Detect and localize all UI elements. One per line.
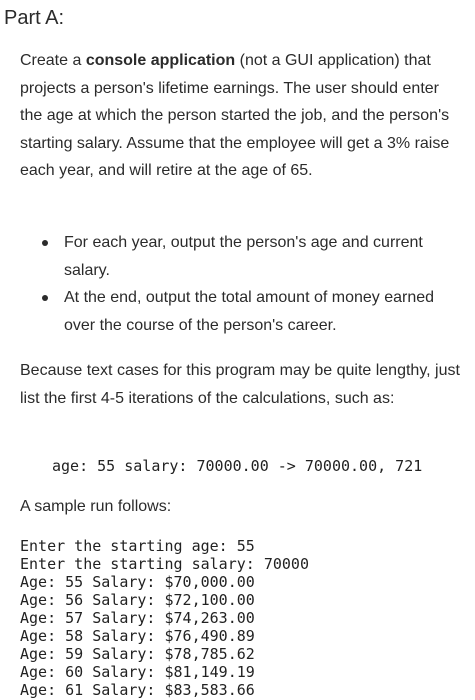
sample-line: Age: 59 Salary: $78,785.62 bbox=[20, 645, 255, 663]
list-item bbox=[20, 229, 460, 284]
sample-line: Age: 58 Salary: $76,490.89 bbox=[20, 627, 255, 645]
sample-line: Age: 57 Salary: $74,263.00 bbox=[20, 609, 255, 627]
bullet-icon bbox=[42, 240, 48, 246]
sample-line: Age: 61 Salary: $83,583.66 bbox=[20, 681, 255, 699]
bullet-icon bbox=[42, 295, 48, 301]
requirements-list bbox=[20, 229, 460, 339]
sample-line: Age: 55 Salary: $70,000.00 bbox=[20, 573, 255, 591]
list-item-text: At the end, output the total amount of money earned over the course of the person's career. bbox=[64, 289, 435, 334]
sample-run-heading: A sample run follows: bbox=[20, 498, 172, 515]
sample-line: Enter the starting salary: 70000 bbox=[20, 555, 309, 573]
list-item bbox=[20, 284, 460, 339]
test-cases-paragraph: Because text cases for this program may be quite lengthy, just list the first 4-5 iterations of the calculations, such as: bbox=[20, 362, 460, 407]
sample-line: Age: 60 Salary: $81,149.19 bbox=[20, 663, 255, 681]
intro-bold-term: console application bbox=[85, 52, 236, 69]
intro-text-start: Create a bbox=[20, 52, 86, 69]
example-code-line: age: 55 salary: 70000.00 -> 70000.00, 721 bbox=[52, 457, 423, 475]
part-title: Part A: bbox=[4, 7, 65, 29]
sample-line: Enter the starting age: 55 bbox=[20, 537, 255, 555]
intro-text-rest: (not a GUI application) that projects a person's lifetime earnings. The user should enter the age at which the person started the job, and the person's starting salary. Assume that the employee will get a 3% raise each year, and will retire at the age of 65. bbox=[20, 52, 450, 179]
intro-paragraph bbox=[20, 47, 465, 185]
sample-line: Age: 56 Salary: $72,100.00 bbox=[20, 591, 255, 609]
sample-run-output bbox=[20, 537, 309, 699]
list-item-text: For each year, output the person's age and current salary. bbox=[64, 234, 423, 279]
